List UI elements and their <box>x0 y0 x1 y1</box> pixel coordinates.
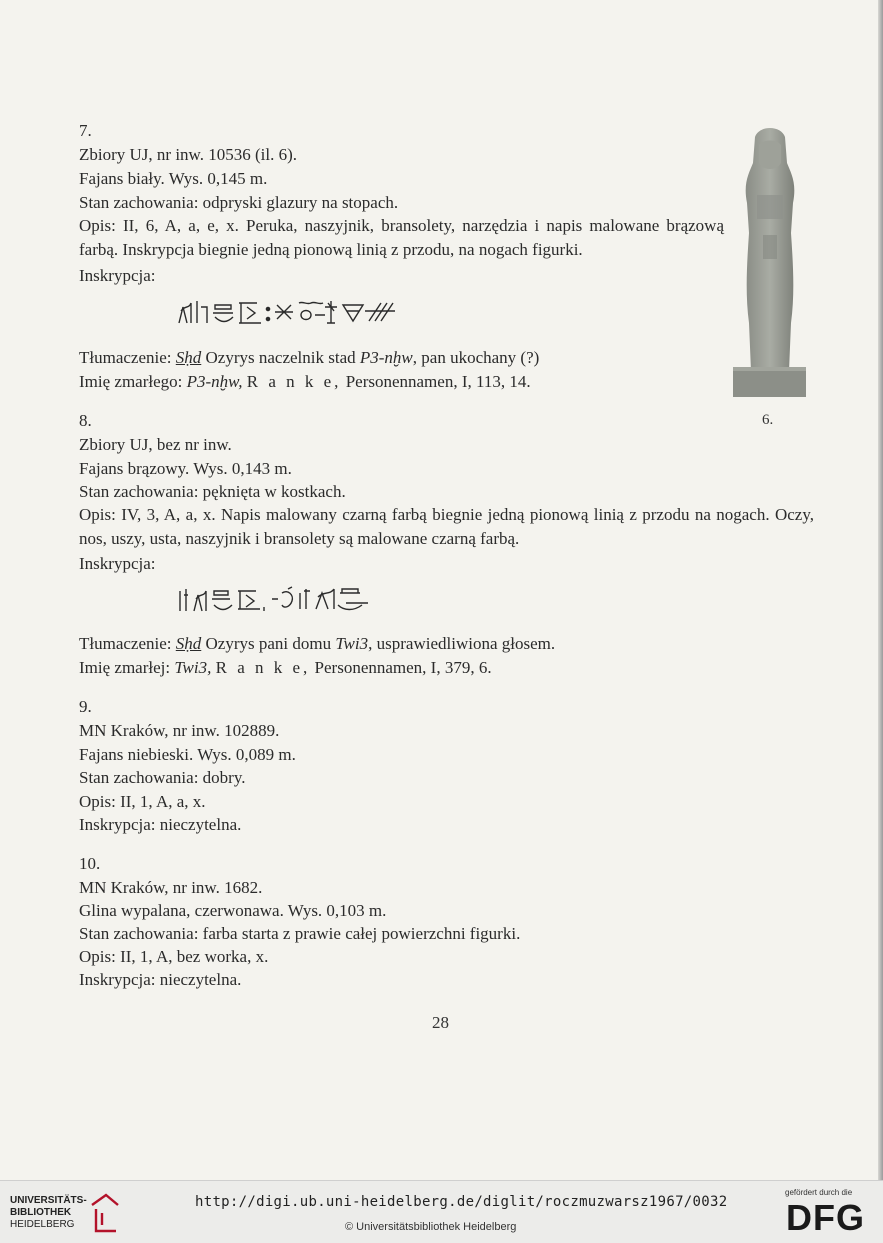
entry-10-condition: Stan zachowania: farba starta z prawie całej powierzchni figurki. <box>79 924 521 943</box>
translation-name: Twi3 <box>335 634 369 653</box>
logo-line-3: HEIDELBERG <box>10 1219 75 1230</box>
source-url-link[interactable]: http://digi.ub.uni-heidelberg.de/diglit/roczmuzwarsz1967/0032 <box>195 1194 728 1210</box>
scan-edge <box>878 0 883 1180</box>
dfg-logo[interactable]: DFG <box>786 1197 865 1238</box>
university-mark-icon <box>88 1191 122 1239</box>
entry-9-material: Fajans niebieski. Wys. 0,089 m. <box>79 745 296 764</box>
entry-8-inscription-label: Inskrypcja: <box>79 554 156 573</box>
name-reference: Personennamen, I, 113, 14. <box>345 372 531 391</box>
entry-7-translation <box>79 346 539 370</box>
entry-7-hieroglyphs <box>177 297 427 327</box>
logo-line-2: BIBLIOTHEK <box>10 1207 72 1218</box>
translation-shd: Sḥd <box>175 634 202 653</box>
name-label: Imię zmarłego: <box>79 372 183 391</box>
entry-8-collection: Zbiory UJ, bez nr inw. <box>79 435 232 454</box>
entry-8-translation <box>79 632 555 656</box>
entry-10-inscription: Inskrypcja: nieczytelna. <box>79 970 242 989</box>
entry-7-number: 7. <box>79 121 92 140</box>
translation-label: Tłumaczenie: <box>79 634 172 653</box>
ushabti-statue-icon <box>731 123 808 403</box>
name-value: P3-nḫw, <box>186 372 243 391</box>
translation-label: Tłumaczenie: <box>79 348 172 367</box>
copyright-text: © Universitätsbibliothek Heidelberg <box>345 1221 517 1233</box>
hieroglyph-inscription-icon <box>178 585 413 615</box>
ranke-author: R a n k e, <box>215 658 311 677</box>
dfg-funded-label: gefördert durch die <box>785 1188 853 1197</box>
entry-8-hieroglyphs <box>178 585 413 615</box>
logo-line-1: UNIVERSITÄTS- <box>10 1195 87 1206</box>
entry-10-description: Opis: II, 1, A, bez worka, x. <box>79 947 269 966</box>
entry-8-material: Fajans brązowy. Wys. 0,143 m. <box>79 459 292 478</box>
entry-7-collection: Zbiory UJ, nr inw. 10536 (il. 6). <box>79 145 297 164</box>
hieroglyph-inscription-icon <box>177 297 427 327</box>
name-reference: Personennamen, I, 379, 6. <box>314 658 492 677</box>
translation-text: Ozyrys pani domu <box>201 634 336 653</box>
translation-end: , usprawiedliwiona głosem. <box>368 634 556 653</box>
entry-7-material: Fajans biały. Wys. 0,145 m. <box>79 169 268 188</box>
entry-9-collection: MN Kraków, nr inw. 102889. <box>79 721 280 740</box>
entry-9-description: Opis: II, 1, A, a, x. <box>79 792 206 811</box>
page-number: 28 <box>432 1013 449 1032</box>
translation-end: , pan ukochany (?) <box>412 348 540 367</box>
footer-bar <box>0 1180 883 1243</box>
entry-8-condition: Stan zachowania: pęknięta w kostkach. <box>79 482 346 501</box>
entry-8-number: 8. <box>79 411 92 430</box>
entry-9-inscription: Inskrypcja: nieczytelna. <box>79 815 242 834</box>
entry-10-material: Glina wypalana, czerwonawa. Wys. 0,103 m. <box>79 901 387 920</box>
entry-10-number: 10. <box>79 854 101 873</box>
entry-9-condition: Stan zachowania: dobry. <box>79 768 246 787</box>
ushabti-figure-illustration <box>731 123 808 403</box>
translation-name: P3-nḫw <box>359 348 413 367</box>
ranke-author: R a n k e, <box>246 372 342 391</box>
translation-text: Ozyrys naczelnik stad <box>201 348 360 367</box>
figure-caption: 6. <box>762 412 774 428</box>
entry-9-number: 9. <box>79 697 92 716</box>
entry-10-collection: MN Kraków, nr inw. 1682. <box>79 878 263 897</box>
name-label: Imię zmarłej: <box>79 658 171 677</box>
university-library-logo[interactable] <box>10 1195 87 1231</box>
entry-8-description: Opis: IV, 3, A, a, x. Napis malowany czarną farbą biegnie jedną pionową linią z przodu na nogach. Oczy, nos, uszy, usta, naszyjnik i bransolety są malowane czarną farbą. <box>79 505 814 548</box>
entry-7-description: Opis: II, 6, A, a, e, x. Peruka, naszyjnik, bransolety, narzędzia i napis malowane brązową farbą. Inskrypcja biegnie jedną pionową linią z przodu, na nogach figurki. <box>79 216 724 259</box>
entry-7-condition: Stan zachowania: odpryski glazury na stopach. <box>79 193 399 212</box>
entry-7-deceased-name <box>79 370 531 394</box>
name-value: Twi3, <box>174 658 212 677</box>
entry-7-inscription-label: Inskrypcja: <box>79 266 156 285</box>
entry-8-deceased-name <box>79 656 492 680</box>
translation-shd: Sḥd <box>175 348 202 367</box>
